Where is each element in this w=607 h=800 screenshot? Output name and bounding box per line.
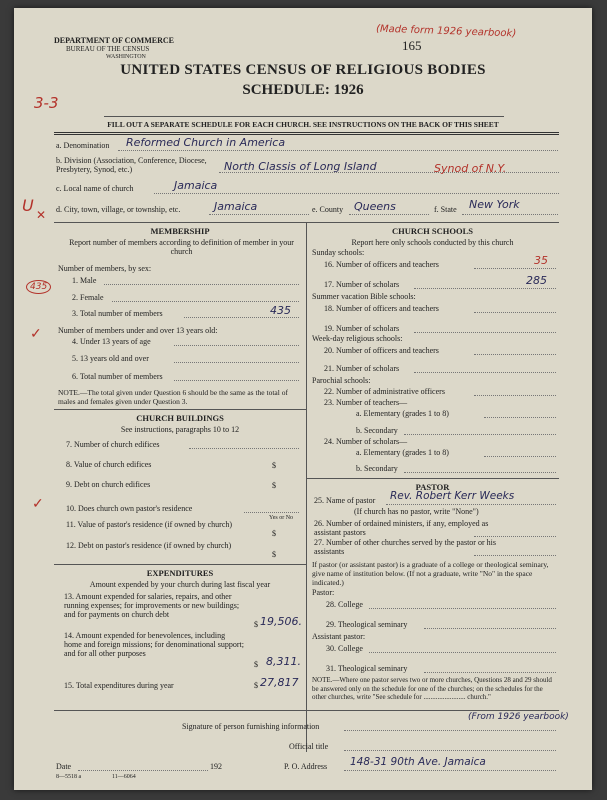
margin-note: 435 [26, 280, 51, 294]
county-value: Queens [354, 200, 396, 213]
department-label: DEPARTMENT OF COMMERCE [54, 36, 175, 45]
q9-dollar: $ [272, 481, 276, 490]
q24a-label: a. Elementary (grades 1 to 8) [356, 448, 449, 457]
q18-label: 18. Number of officers and teachers [324, 304, 439, 313]
membership-note: NOTE.—The total given under Question 6 should be the same as the total of males and females given under Question 3. [58, 388, 288, 406]
denomination-label: a. Denomination [56, 141, 110, 150]
pastor-note: NOTE.—Where one pastor serves two or more churches, Questions 28 and 29 should be answered only on the schedule for one of the churches; on the schedules for the other churches, write "See schedule for ........................ church." [312, 676, 552, 701]
instruction-line: FILL OUT A SEPARATE SCHEDULE FOR EACH CHURCH. SEE INSTRUCTIONS ON THE BACK OF THIS SHEET [107, 120, 499, 129]
q11-label: 11. Value of pastor's residence (if owned by church) [66, 520, 233, 529]
expenditures-title: EXPENDITURES [146, 568, 214, 578]
q31-label: 31. Theological seminary [326, 664, 408, 673]
division-value: North Classis of Long Island [224, 160, 377, 173]
q2-label: 2. Female [72, 293, 104, 302]
q13-dollar: $ [254, 620, 258, 629]
q24-label: 24. Number of scholars— [324, 437, 408, 446]
q11-dollar: $ [272, 529, 276, 538]
q13-value: 19,506. [260, 615, 302, 628]
margin-check-mark-2: ✓ [32, 497, 44, 512]
summer-label: Summer vacation Bible schools: [312, 292, 416, 301]
schedule-title: SCHEDULE: 1926 [242, 82, 364, 98]
yes-no-hint: Yes or No [269, 515, 294, 521]
state-value: New York [469, 198, 520, 211]
by-sex-label: Number of members, by sex: [58, 264, 152, 273]
q22-label: 22. Number of administrative officers [324, 387, 445, 396]
division-extra: Synod of N.Y. [434, 162, 507, 175]
county-label: e. County [312, 205, 344, 214]
membership-title: MEMBERSHIP [150, 226, 210, 236]
q9-label: 9. Debt on church edifices [66, 480, 151, 489]
state-label: f. State [434, 205, 457, 214]
city-label: WASHINGTON [106, 54, 146, 60]
signature-label: Signature of person furnishing information [182, 722, 320, 731]
q3-value: 435 [270, 304, 291, 317]
weekday-label: Week-day religious schools: [312, 334, 403, 343]
year-label: 192 [210, 762, 222, 771]
q23b-label: b. Secondary [356, 426, 398, 435]
city-value: Jamaica [214, 200, 258, 213]
q1-label: 1. Male [72, 276, 97, 285]
margin-cross-mark: ✕ [36, 208, 47, 222]
signature-value: (From 1926 yearbook) [468, 712, 569, 722]
age-head: Number of members under and over 13 years old: [58, 326, 218, 335]
q13-label: 13. Amount expended for salaries, repairs, and other running expenses; for improvements or new buildings; and for payments on church debt [64, 592, 240, 619]
q4-label: 4. Under 13 years of age [72, 337, 151, 346]
q15-value: 27,817 [260, 676, 299, 689]
q24b-label: b. Secondary [356, 464, 398, 473]
division-label: b. Division (Association, Conference, Diocese, Presbytery, Synod, etc.) [56, 156, 207, 174]
q16-value: 35 [534, 254, 548, 267]
form-title: UNITED STATES CENSUS OF RELIGIOUS BODIES [120, 62, 486, 78]
local-name-value: Jamaica [174, 179, 218, 192]
q25-label: 25. Name of pastor [314, 496, 376, 505]
q30-label: 30. College [326, 644, 363, 653]
corner-note: (Made form 1926 yearbook) [375, 23, 517, 40]
q17-label: 17. Number of scholars [324, 280, 400, 289]
margin-mark-u: U [22, 196, 34, 215]
q25-note: (If church has no pastor, write "None") [354, 507, 479, 516]
q29-label: 29. Theological seminary [326, 620, 408, 629]
parochial-label: Parochial schools: [312, 376, 371, 385]
assistant-subhead: Assistant pastor: [312, 632, 366, 641]
q15-dollar: $ [254, 681, 258, 690]
q26-label: 26. Number of ordained ministers, if any, employed as assistant pastors [314, 519, 489, 537]
q7-label: 7. Number of church edifices [66, 440, 160, 449]
buildings-title: CHURCH BUILDINGS [136, 413, 224, 423]
q25-value: Rev. Robert Kerr Weeks [390, 490, 515, 502]
q8-label: 8. Value of church edifices [66, 460, 152, 469]
local-name-label: c. Local name of church [56, 184, 134, 193]
q16-label: 16. Number of officers and teachers [324, 260, 439, 269]
q17-value: 285 [526, 274, 547, 287]
page-number: 165 [402, 38, 422, 53]
q10-label: 10. Does church own pastor's residence [66, 504, 193, 513]
buildings-sub: See instructions, paragraphs 10 to 12 [120, 425, 240, 434]
form-number: 8—5518 a [56, 774, 82, 780]
census-schedule-sheet [14, 8, 592, 790]
q12-dollar: $ [272, 550, 276, 559]
left-code: 3-3 [34, 94, 59, 112]
q14-label: 14. Amount expended for benevolences, including home and foreign missions; for denominational support; and for all other purposes [64, 631, 244, 658]
expenditures-sub: Amount expended by your church during last fiscal year [89, 580, 271, 589]
po-label: P. O. Address [284, 762, 328, 771]
q20-label: 20. Number of officers and teachers [324, 346, 439, 355]
official-title-label: Official title [289, 742, 329, 751]
q15-label: 15. Total expenditures during year [64, 681, 174, 690]
q21-label: 21. Number of scholars [324, 364, 400, 373]
schools-sub: Report here only schools conducted by this church [351, 238, 514, 247]
q23-label: 23. Number of teachers— [324, 398, 408, 407]
date-label: Date [56, 762, 72, 771]
sunday-label: Sunday schools: [312, 248, 365, 257]
q3-label: 3. Total number of members [72, 309, 163, 318]
q19-label: 19. Number of scholars [324, 324, 400, 333]
q27-label: 27. Number of other churches served by the pastor or his assistants [314, 538, 496, 556]
q8-dollar: $ [272, 461, 276, 470]
q5-label: 5. 13 years old and over [72, 354, 149, 363]
denomination-value: Reformed Church in America [126, 136, 286, 149]
city-label-field: d. City, town, village, or township, etc. [56, 205, 181, 214]
pastor-title: PASTOR [415, 482, 450, 492]
q14-value: 8,311. [266, 655, 301, 668]
schools-title: CHURCH SCHOOLS [392, 226, 473, 236]
bureau-label: BUREAU OF THE CENSUS [66, 45, 150, 53]
margin-check-mark: ✓ [30, 327, 42, 342]
membership-sub: Report number of members according to definition of member in your church [69, 238, 294, 256]
print-number: 11—6064 [112, 774, 136, 780]
q28-label: 28. College [326, 600, 363, 609]
grad-note: If pastor (or assistant pastor) is a graduate of a college or theological seminary, give name of institution below. (If not a graduate, write "No" in the space indicated.) [312, 560, 549, 587]
po-value: 148-31 90th Ave. Jamaica [350, 756, 486, 768]
q6-label: 6. Total number of members [72, 372, 163, 381]
q14-dollar: $ [254, 660, 258, 669]
q12-label: 12. Debt on pastor's residence (if owned by church) [66, 541, 232, 550]
pastor-subhead: Pastor: [312, 588, 335, 597]
q23a-label: a. Elementary (grades 1 to 8) [356, 409, 449, 418]
